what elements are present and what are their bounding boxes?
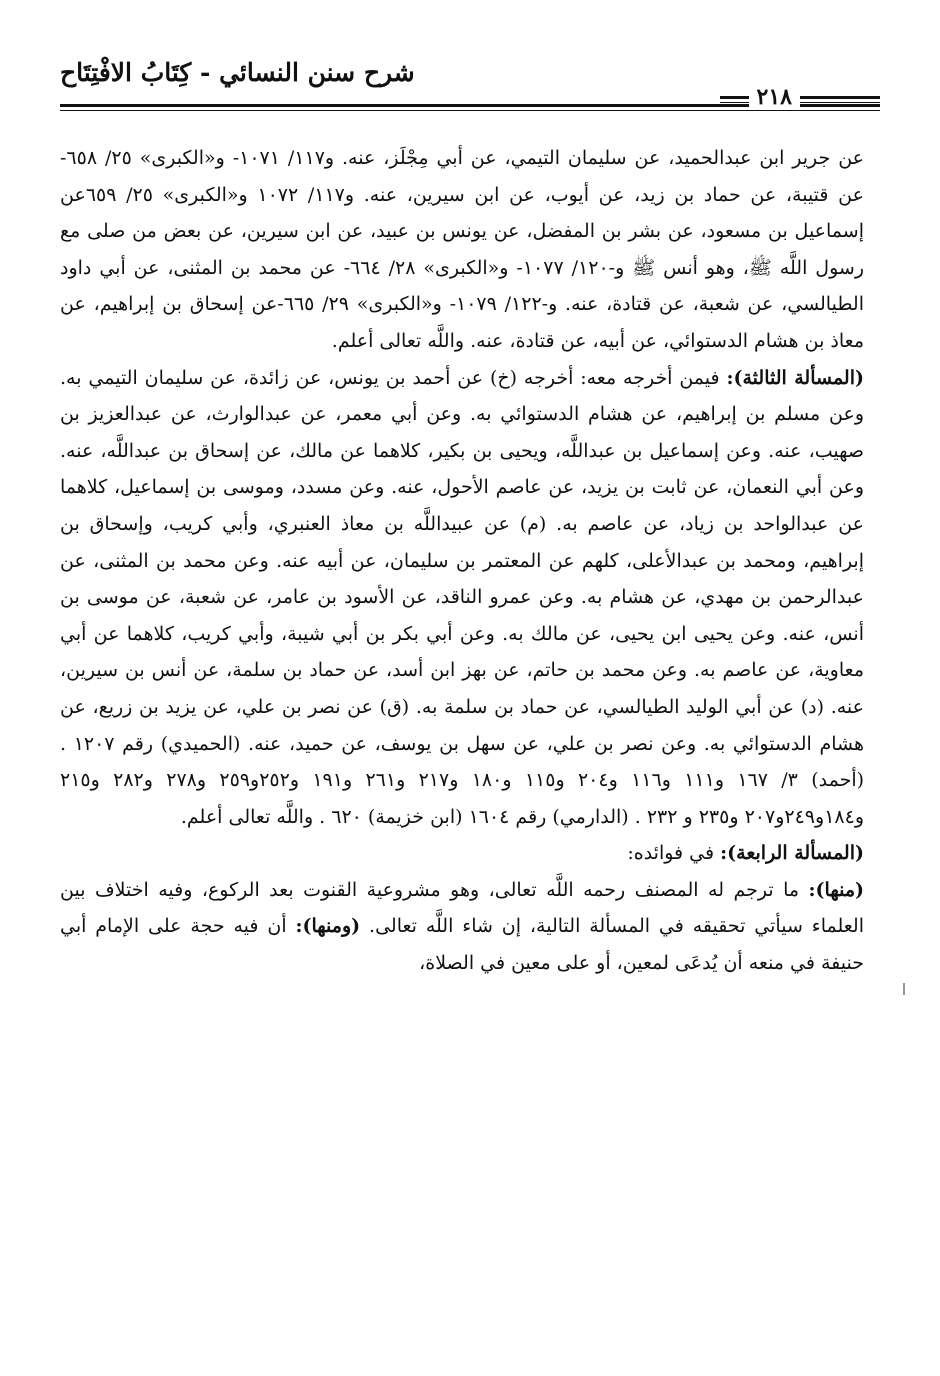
page-number-rule [720, 102, 880, 103]
paragraph-text: ما ترجم له المصنف رحمه اللَّه تعالى، وهو مشروعية القنوت بعد الركوع، وفيه اختلاف بين العلماء سيأتي تحقيقه في المسألة التالية، إن شاء اللَّه تعالى. [60, 878, 864, 938]
section-heading: (المسألة الرابعة): [720, 842, 864, 865]
page-number-area [720, 84, 880, 108]
running-title: شرح سنن النسائي - كِتَابُ الافْتِتَاح [60, 58, 415, 87]
paragraph [60, 140, 864, 360]
section-heading: (ومنها): [295, 915, 361, 938]
paragraph-text: في فوائده: [627, 842, 721, 865]
page-number: ٢١٨ [749, 84, 800, 110]
paragraph [60, 360, 864, 836]
body-text [60, 140, 864, 982]
paragraph-text: عن جرير ابن عبدالحميد، عن سليمان التيمي، عن أبي مِجْلَز، عنه. و١١٧/ ١٠٧١- و«الكبرى» ٢٥/ ٦٥٨- عن قتيبة، عن حماد بن زيد، عن أيوب، عن ابن سيرين، عنه. و١١٧/ ١٠٧٢ و«الكبرى» ٢٥/ ٦٥٩عن إسماعيل بن مسعود، عن بشر بن المفضل، عن يونس بن عبيد، عن ابن سيرين، عن بعض من صلى مع رسول اللَّه ﷺ، وهو أنس ﷺ و-١٢٠/ ١٠٧٧- و«الكبرى» ٢٨/ ٦٦٤- عن محمد بن المثنى، عن أبي داود الطيالسي، عن شعبة، عن قتادة، عنه. و-١٢٢/ ١٠٧٩- و«الكبرى» ٢٩/ ٦٦٥-عن إسحاق بن إبراهيم، عن معاذ بن هشام الدستوائي، عن أبيه، عن قتادة، عنه. واللَّه تعالى أعلم. [60, 147, 865, 352]
page-number-rule [720, 106, 880, 107]
paragraph-text: أن فيه حجة على الإمام أبي حنيفة في منعه أن يُدعَى لمعين، أو على معين في الصلاة، [60, 915, 864, 975]
paragraph-text: فيمن أخرجه معه: أخرجه (خ) عن أحمد بن يونس، عن زائدة، عن سليمان التيمي به. وعن مسلم بن إبراهيم، عن هشام الدستوائي به. وعن أبي معمر، عن عبدالوارث، عن عبدالعزيز بن صهيب، عنه. وعن إسماعيل بن عبداللَّه، ويحيى بن بكير، كلاهما عن مالك، عن إسحاق بن عبداللَّه، عنه. وعن أبي النعمان، عن ثابت بن يزيد، عن عاصم الأحول، عنه. وعن مسدد، وموسى بن إسماعيل، كلاهما عن عبدالواحد بن زياد، عن عاصم به. (م) عن عبيداللَّه بن معاذ العنبري، وأبي كريب، وإسحاق بن إبراهيم، ومحمد بن عبدالأعلى، كلهم عن المعتمر بن سليمان، عن أبيه عنه. وعن محمد بن المثنى، عن عبدالرحمن بن مهدي، عن هشام به. وعن عمرو الناقد، عن الأسود بن عامر، عن شعبة، عن موسى بن أنس، عنه. وعن يحيى ابن يحيى، عن مالك به. وعن أبي بكر بن أبي شيبة، وأبي كريب، كلاهما عن أبي معاوية، عن عاصم به. وعن محمد بن حاتم، عن بهز ابن أسد، عن حماد بن سلمة، عن أنس بن سيرين، عنه. (د) عن أبي الوليد الطيالسي، عن حماد بن سلمة به. (ق) عن نصر بن علي، عن يزيد بن زريع، عن هشام الدستوائي به. وعن نصر بن علي، عن سهل بن يوسف، عن حميد، عنه. (الحميدي) رقم ١٢٠٧ . (أحمد) ٣/ ١٦٧ و١١١ و١١٦ و٢٠٤ و١١٥ و١٨٠ و٢١٧ و٢٦١ و١٩١ و٢٥٢و٢٥٩ و٢٧٨ و٢٨٢ و٢١٥ و١٨٤و٢٤٩و٢٠٧ و٢٣٥ و ٢٣٢ . (الدارمي) رقم ١٦٠٤ (ابن خزيمة) ٦٢٠ . واللَّه تعالى أعلم. [60, 366, 865, 828]
paragraph [60, 872, 864, 982]
section-heading: (المسألة الثالثة): [726, 366, 864, 389]
header-rule [60, 110, 880, 111]
paragraph [60, 835, 864, 872]
page-number-rule [720, 96, 880, 99]
section-heading: (منها): [808, 878, 864, 901]
margin-mark [903, 983, 905, 995]
